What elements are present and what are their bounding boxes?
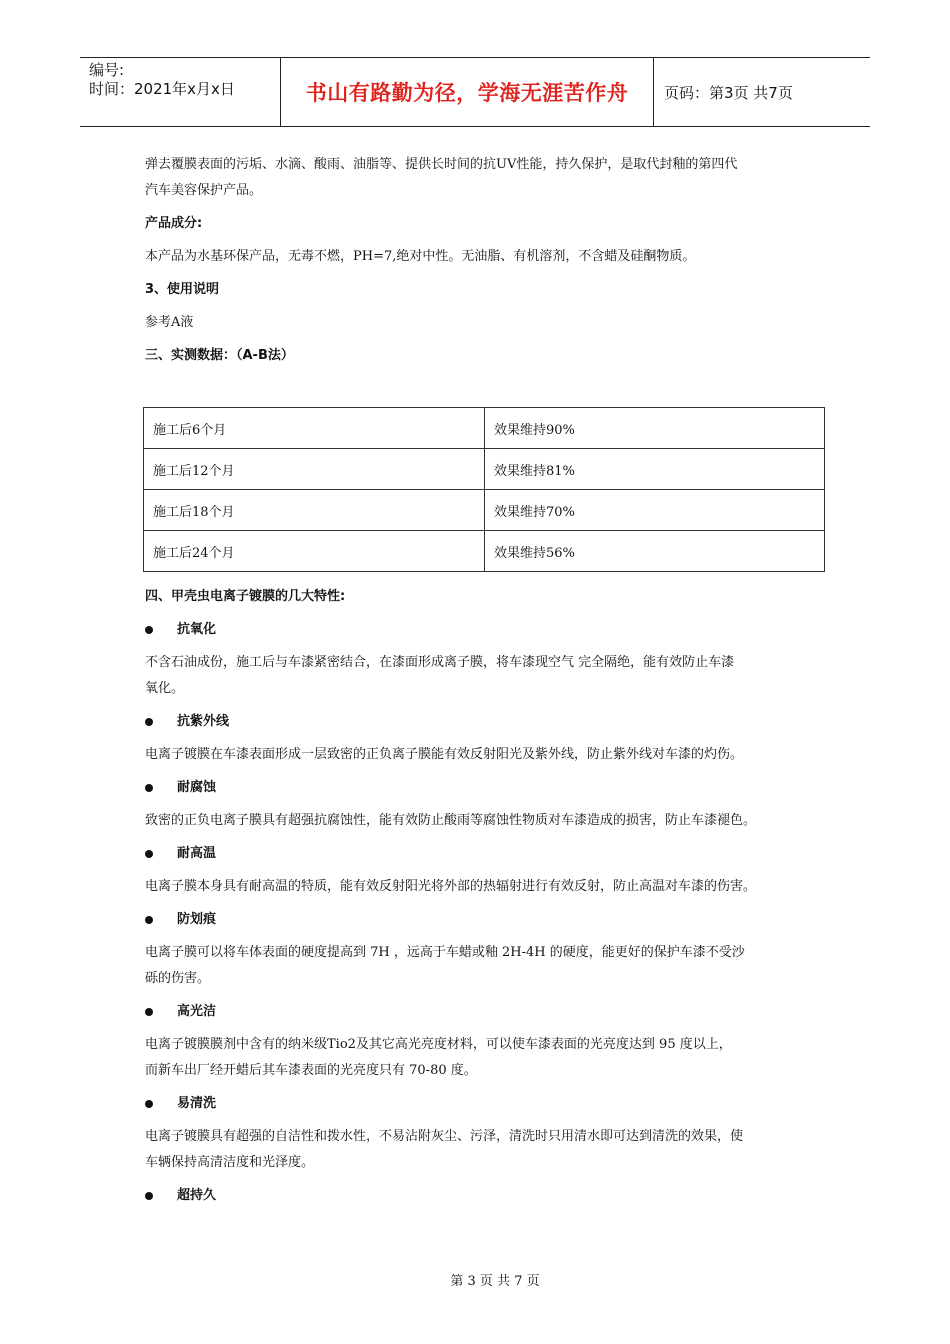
- measured-data-table: [143, 407, 825, 572]
- usage-text: 参考A液: [145, 315, 194, 330]
- measured-heading: 三、实测数据：（A-B法）: [145, 348, 294, 363]
- composition-heading: 产品成分:: [145, 216, 203, 231]
- effect-cell: 效果维持90%: [485, 408, 825, 449]
- bullet-icon: [145, 1192, 153, 1200]
- page-header: [80, 57, 870, 127]
- header-motto: 书山有路勤为径，学海无涯苦作舟: [280, 58, 654, 126]
- period-cell: 施工后6个月: [144, 408, 485, 449]
- feature-text-line: 而新车出厂经开蜡后其车漆表面的光亮度只有 70-80 度。: [145, 1063, 477, 1078]
- feature-title: 耐高温: [177, 846, 217, 861]
- feature-text-line: 电离子膜可以将车体表面的硬度提高到 7H ，远高于车蜡或釉 2H-4H 的硬度，能更好的保护车漆不受沙: [145, 945, 745, 960]
- feature-text-line: 致密的正负电离子膜具有超强抗腐蚀性，能有效防止酸雨等腐蚀性物质对车漆造成的损害，防止车漆褪色。: [145, 813, 757, 828]
- header-meta: [80, 58, 280, 126]
- bullet-icon: [145, 916, 153, 924]
- feature-text-line: 电离子镀膜膜剂中含有的纳米级Tio2及其它高光亮度材料，可以使车漆表面的光亮度达到 95 度以上，: [145, 1037, 732, 1052]
- feature-text-line: 电离子膜本身具有耐高温的特质，能有效反射阳光将外部的热辐射进行有效反射，防止高温对车漆的伤害。: [145, 879, 757, 894]
- page-footer: 第 3 页 共 7 页: [450, 1274, 540, 1289]
- time-label: 时间：2021年x月x日: [89, 80, 235, 98]
- feature-title: 防划痕: [177, 912, 217, 927]
- feature-text-line: 车辆保持高清洁度和光泽度。: [145, 1155, 315, 1170]
- feature-bullet: [145, 1183, 825, 1209]
- feature-title: 易清洗: [177, 1096, 217, 1111]
- feature-bullet: [145, 775, 825, 801]
- feature-title: 高光洁: [177, 1004, 217, 1019]
- intro-line-1: 弹去覆膜表面的污垢、水滴、酸雨、油脂等、提供长时间的抗UV性能，持久保护，是取代封釉的第四代: [145, 157, 738, 172]
- feature-bullet: [145, 709, 825, 735]
- bullet-icon: [145, 1008, 153, 1016]
- intro-line-2: 汽车美容保护产品。: [145, 183, 263, 198]
- feature-text-line: 电离子镀膜具有超强的自洁性和拨水性，不易沾附灰尘、污泽，清洗时只用清水即可达到清洗的效果，使: [145, 1129, 744, 1144]
- table-row: [144, 531, 825, 572]
- bullet-icon: [145, 850, 153, 858]
- bullet-icon: [145, 626, 153, 634]
- feature-title: 耐腐蚀: [177, 780, 217, 795]
- document-body: [145, 152, 825, 369]
- feature-title: 抗氧化: [177, 622, 217, 637]
- feature-bullet: [145, 1091, 825, 1117]
- feature-bullet: [145, 841, 825, 867]
- feature-text-line: 氧化。: [145, 681, 185, 696]
- feature-text-line: 不含石油成份，施工后与车漆紧密结合，在漆面形成离子膜，将车漆现空气 完全隔绝，能有效防止车漆: [145, 655, 735, 670]
- table-row: [144, 449, 825, 490]
- number-label: 编号:: [89, 61, 125, 79]
- header-page-label: 页码：第3页 共7页: [664, 83, 793, 102]
- effect-cell: 效果维持56%: [485, 531, 825, 572]
- usage-heading: 3、使用说明: [145, 282, 220, 297]
- effect-cell: 效果维持70%: [485, 490, 825, 531]
- effect-cell: 效果维持81%: [485, 449, 825, 490]
- feature-title: 抗紫外线: [177, 714, 230, 729]
- feature-text-line: 电离子镀膜在车漆表面形成一层致密的正负离子膜能有效反射阳光及紫外线，防止紫外线对车漆的灼伤。: [145, 747, 744, 762]
- features-section: [145, 584, 825, 1209]
- period-cell: 施工后24个月: [144, 531, 485, 572]
- period-cell: 施工后12个月: [144, 449, 485, 490]
- feature-bullet: [145, 617, 825, 643]
- bullet-icon: [145, 1100, 153, 1108]
- table-row: [144, 490, 825, 531]
- feature-title: 超持久: [177, 1188, 217, 1203]
- features-heading: 四、甲壳虫电离子镀膜的几大特性:: [145, 589, 346, 604]
- feature-text-line: 砾的伤害。: [145, 971, 211, 986]
- composition-text: 本产品为水基环保产品，无毒不燃，PH=7,绝对中性。无油脂、有机溶剂，不含蜡及硅酮物质。: [145, 249, 696, 264]
- bullet-icon: [145, 718, 153, 726]
- bullet-icon: [145, 784, 153, 792]
- feature-bullet: [145, 907, 825, 933]
- feature-bullet: [145, 999, 825, 1025]
- table-row: [144, 408, 825, 449]
- period-cell: 施工后18个月: [144, 490, 485, 531]
